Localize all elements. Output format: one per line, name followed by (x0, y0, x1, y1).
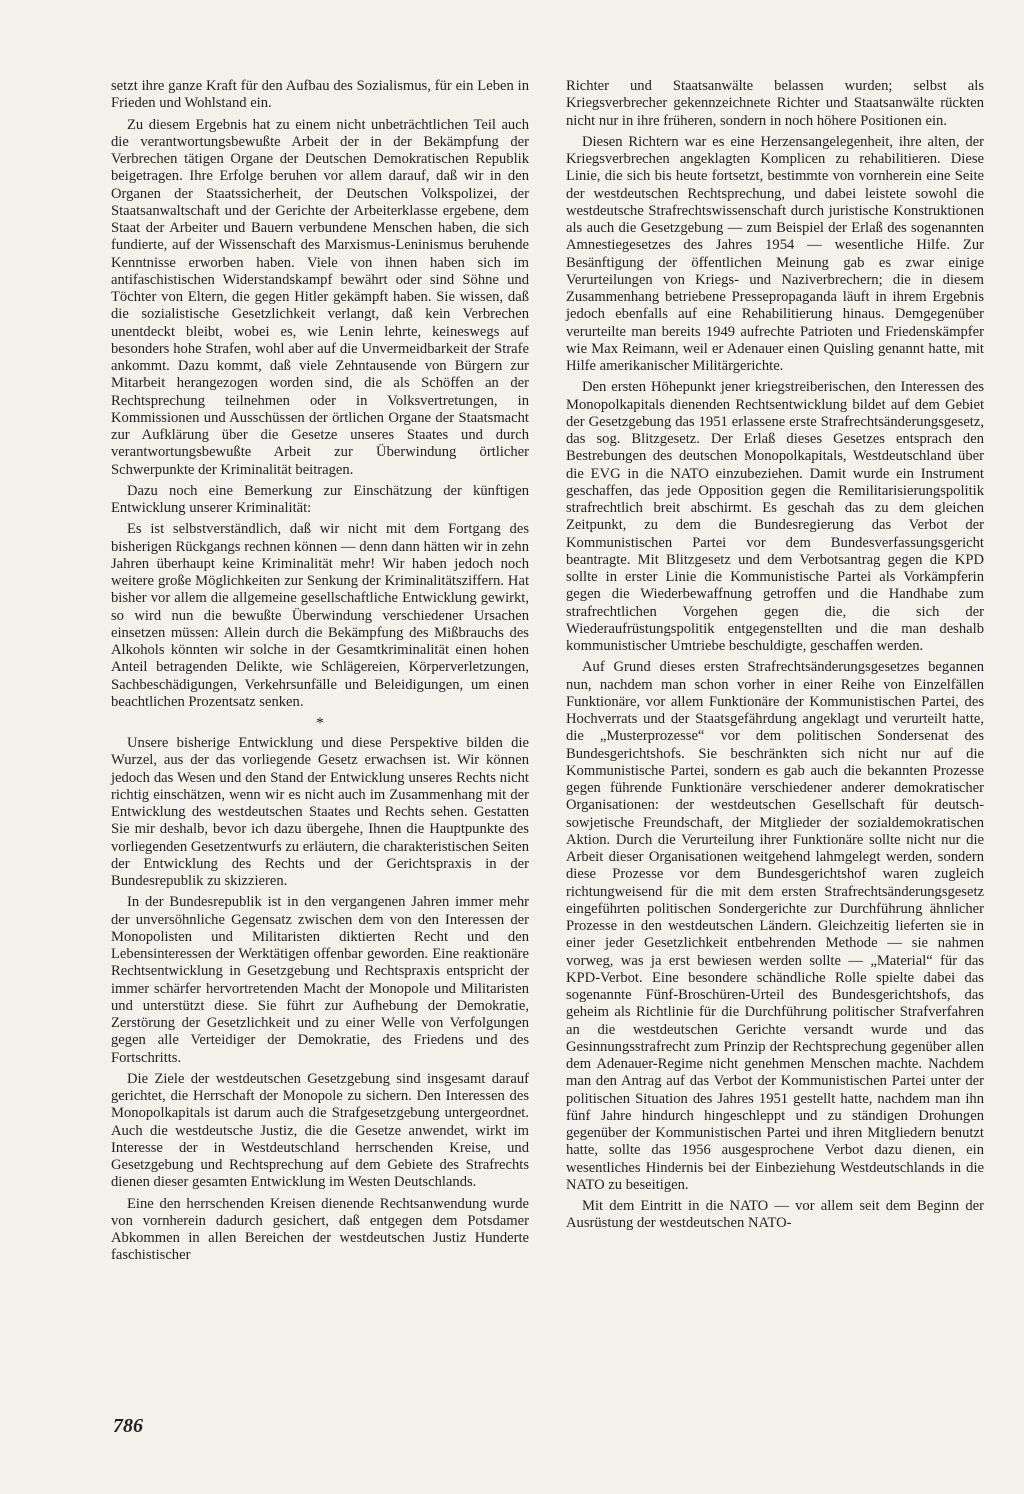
paragraph: Mit dem Eintritt in die NATO — vor allem seit dem Beginn der Ausrüstung der westdeutschen NATO- (566, 1198, 984, 1232)
left-column (111, 78, 529, 1269)
paragraph: Den ersten Höhepunkt jener kriegstreiberischen, den Interessen des Monopolkapitals dienenden Rechtsentwicklung bildet auf dem Gebiet der Gesetzgebung das 1951 erlassene erste Strafrechtsänderungsgesetz, das sog. Blitzgesetz. Der Erlaß dieses Gesetzes entsprach den Bestrebungen des deutschen Monopolkapitals, Westdeutschland über die EVG in die NATO einzubeziehen. Damit wurde ein Instrument geschaffen, das jede Opposition gegen die Remilitarisierungspolitik strafrechtlich breit abschirmt. Es geschah das zu dem gleichen Zeitpunkt, zu dem die Bundesregierung das Verbot der Kommunistischen Partei vor dem Bundesverfassungsgericht beantragte. Mit Blitzgesetz und dem Verbotsantrag gegen die KPD sollte in erster Linie die Kommunistische Partei als Vorkämpferin gegen die Wiederbewaffnung getroffen und die Handhabe zum strafrechtlichen Vorgehen gegen die, die sich der Wiederaufrüstungspolitik entgegenstellten und die man deshalb kommunistischer Umtriebe beschuldigte, geschaffen werden. (566, 379, 984, 654)
paragraph: In der Bundesrepublik ist in den vergangenen Jahren immer mehr der unversöhnliche Gegensatz zwischen dem von den Interessen der Monopolisten und Militaristen diktierten Recht und den Lebensinteressen der Werktätigen offenbar geworden. Eine reaktionäre Rechtsentwicklung in Gesetzgebung und Rechtspraxis entspricht der immer schärfer hervortretenden Macht der Monopole und Militaristen und unterstützt diese. Sie führt zur Aufhebung der Demokratie, Zerstörung der Gesetzlichkeit und zu einer Welle von Verfolgungen gegen alle Verteidiger der Demokratie, des Friedens und des Fortschritts. (111, 894, 529, 1066)
paragraph: setzt ihre ganze Kraft für den Aufbau des Sozialismus, für ein Leben in Frieden und Wohlstand ein. (111, 78, 529, 112)
paragraph: Diesen Richtern war es eine Herzensangelegenheit, ihre alten, der Kriegsverbrechen angeklagten Komplicen zu rehabilitieren. Diese Linie, die sich bis heute fortsetzt, bestimmte von vornherein eine Seite der westdeutschen Rechtsprechung, und dabei leistete sowohl die westdeutsche Strafrechtswissenschaft durch juristische Konstruktionen als auch die Gesetzgebung — zum Beispiel der Erlaß des sogenannten Amnestiegesetzes des Jahres 1954 — wesentliche Hilfe. Zur Besänftigung der öffentlichen Meinung gab es zwar einige Verurteilungen von Kriegs- und Naziverbrechern; die in diesem Zusammenhang betriebene Pressepropaganda läuft in ihrem Ergebnis jedoch ebenfalls auf eine Rehabilitierung hinaus. Demgegenüber verurteilte man bereits 1949 aufrechte Patrioten und Friedenskämpfer wie Max Reimann, weil er Adenauer einen Quisling genannt hatte, mit Hilfe amerikanischer Militärgerichte. (566, 133, 984, 374)
paragraph: Dazu noch eine Bemerkung zur Einschätzung der künftigen Entwicklung unserer Kriminalität: (111, 482, 529, 516)
paragraph: Unsere bisherige Entwicklung und diese Perspektive bilden die Wurzel, aus der das vorliegende Gesetz erwachsen ist. Wir können jedoch das Wesen und den Stand der Entwicklung unseres Rechts nicht richtig einschätzen, wenn wir es nicht auch im Zusammenhang mit der Entwicklung des westdeutschen Staates und Rechts sehen. Gestatten Sie mir deshalb, bevor ich dazu übergehe, Ihnen die Hauptpunkte des vorliegenden Gesetzentwurfs zu erläutern, die charakteristischen Seiten der Entwicklung des Rechts und der Gerichtspraxis in der Bundesrepublik zu skizzieren. (111, 735, 529, 889)
section-separator: * (316, 715, 324, 732)
page-number: 786 (113, 1415, 143, 1437)
paragraph: Richter und Staatsanwälte belassen wurden; selbst als Kriegsverbrecher gekennzeichnete Richter und Staatsanwälte rückten nicht nur in ihre früheren, sondern in noch höhere Positionen ein. (566, 78, 984, 129)
right-column (566, 78, 984, 1237)
paragraph: Die Ziele der westdeutschen Gesetzgebung sind insgesamt darauf gerichtet, die Herrschaft der Monopole zu sichern. Den Interessen des Monopolkapitals ist darum auch die Strafgesetzgebung untergeordnet. Auch die westdeutsche Justiz, die die Gesetze anwendet, wirkt im Interesse der in Westdeutschland herrschenden Kreise, und Gesetzgebung und Rechtsprechung auf dem Gebiete des Strafrechts dienen dieser gesamten Entwicklung im Westen Deutschlands. (111, 1070, 529, 1191)
paragraph: Eine den herrschenden Kreisen dienende Rechtsanwendung wurde von vornherein dadurch gesichert, daß entgegen dem Potsdamer Abkommen in allen Bereichen der westdeutschen Justiz Hunderte faschistischer (111, 1195, 529, 1264)
paragraph: Auf Grund dieses ersten Strafrechtsänderungsgesetzes begannen nun, nachdem man schon vorher in einer Reihe von Einzelfällen Funktionäre, vor allem Funktionäre der Kommunistischen Partei, des Hochverrats und der Staatsgefährdung angeklagt und verurteilt hatte, die „Musterprozesse“ vor dem politischen Sondersenat des Bundesgerichtshofs. Sie beschränkten sich nicht nur auf die Kommunistische Partei, sondern es gab auch die bekannten Prozesse gegen führende Funktionäre verschiedener anderer demokratischer Organisationen: der westdeutschen Gesellschaft für deutsch-sowjetische Freundschaft, der Mitglieder der sozialdemokratischen Aktion. Durch die Verurteilung ihrer Funktionäre sollte nicht nur die Arbeit dieser Organisationen weitgehend lahmgelegt werden, sondern diese Prozesse vor dem Bundesgerichtshof waren zugleich richtungweisend für die mit dem ersten Strafrechtsänderungsgesetz eingeführten politischen Sondergerichte zur Durchführung ähnlicher Prozesse in den westdeutschen Ländern. Gleichzeitig lieferten sie in einer jeder Gesetzlichkeit entbehrenden Methode — sie nahmen vorweg, was ja erst bewiesen werden sollte — „Material“ für das KPD-Verbot. Eine besondere schändliche Rolle spielte dabei das sogenannte Fünf-Broschüren-Urteil des Bundesgerichtshofs, das geheim als Richtlinie für die Durchführung politischer Strafverfahren an die westdeutschen Gerichte versandt wurde und das Gesinnungsstrafrecht zum Prinzip der Rechtsprechung gegenüber allen dem Adenauer-Regime nicht genehmen Menschen machte. Nachdem man den Antrag auf das Verbot der Kommunistischen Partei unter der politischen Situation des Jahres 1951 gestellt hatte, nachdem man ihn fünf Jahre hindurch hingeschleppt und zu ständigen Drohungen gegenüber der Kommunistischen Partei und ihren Mitgliedern benutzt hatte, sollte das 1956 ausgesprochene Verbot dazu dienen, ein wesentliches Hindernis bei der Einbeziehung Westdeutschlands in die NATO zu beseitigen. (566, 659, 984, 1193)
paragraph: Es ist selbstverständlich, daß wir nicht mit dem Fortgang des bisherigen Rückgangs rechnen können — denn dann hätten wir in zehn Jahren überhaupt keine Kriminalität mehr! Wir haben jedoch noch weitere große Möglichkeiten zur Senkung der Kriminalitätsziffern. Hat bisher vor allem die allgemeine gesellschaftliche Entwicklung gewirkt, so wird nun die bewußte Überwindung verschiedener Ursachen einsetzen müssen: Allein durch die Bekämpfung des Mißbrauchs des Alkohols könnten wir solche in der Gesamtkriminalität einen hohen Anteil betragenden Delikte, wie Schlägereien, Körperverletzungen, Sachbeschädigungen, Verkehrsunfälle und Beleidigungen, um einen beachtlichen Prozentsatz senken. (111, 521, 529, 710)
paragraph: Zu diesem Ergebnis hat zu einem nicht unbeträchtlichen Teil auch die verantwortungsbewußte Arbeit der in der Bekämpfung der Verbrechen tätigen Organe der Deutschen Demokratischen Republik beigetragen. Ihre Erfolge beruhen vor allem darauf, daß wir in den Organen der Staatssicherheit, der Deutschen Volkspolizei, der Staatsanwaltschaft und der Gerichte der Arbeiterklasse ergebene, dem Staat der Arbeiter und Bauern verbundene Menschen haben, die sich fundierte, auf der Wissenschaft des Marxismus-Leninismus beruhende Kenntnisse erworben haben. Viele von ihnen haben sich im antifaschistischen Widerstandskampf bewährt oder sind Söhne und Töchter von Eltern, die gegen Hitler gekämpft haben. Sie wissen, daß die sozialistische Gesetzlichkeit verlangt, daß kein Verbrechen unentdeckt bleibt, wobei es, wie Lenin lehrte, keineswegs auf besonders hohe Strafen, wohl aber auf die Unvermeidbarkeit der Strafe ankommt. Dazu kommt, daß viele Zehntausende von Bürgern zur Mitarbeit herangezogen worden sind, die als Schöffen an der Rechtsprechung teilnehmen oder in Volksvertretungen, in Kommissionen und Ausschüssen der örtlichen Organe der Staatsmacht zur Aufklärung über die Gesetze unseres Staates und durch verantwortungsbewußte Arbeit zur Überwindung örtlicher Schwerpunkte der Kriminalität beitragen. (111, 116, 529, 478)
